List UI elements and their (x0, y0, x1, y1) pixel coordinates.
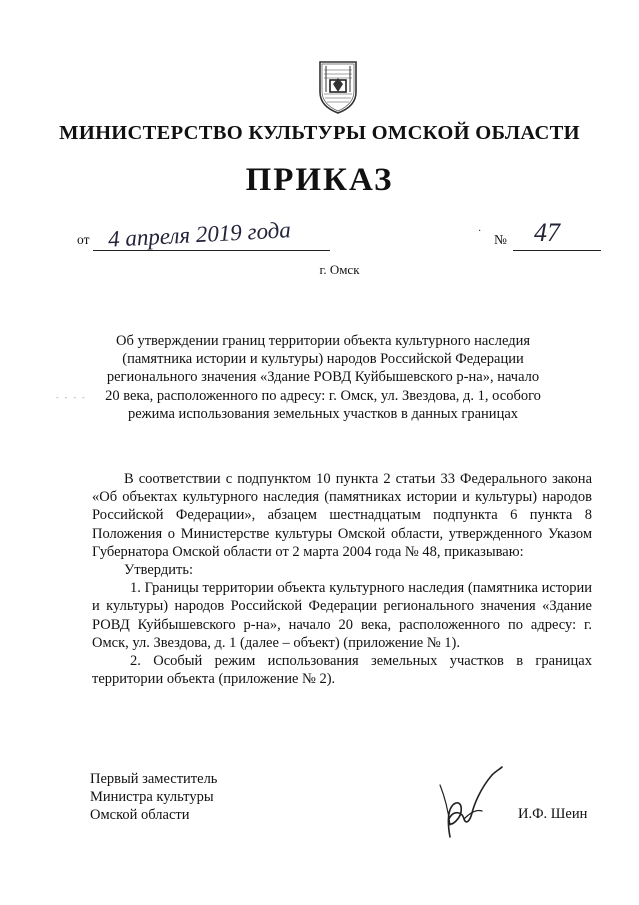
handwritten-date: 4 апреля 2019 года (107, 217, 292, 252)
body-approve-line: Утвердить: (124, 562, 193, 579)
handwritten-signature (420, 765, 520, 840)
body-item-2: 2. Особый режим использования земельных участков в границах территории объекта (приложение № 2). (92, 653, 592, 688)
document-type-title: ПРИКАЗ (245, 162, 394, 198)
coat-of-arms-icon (316, 58, 360, 114)
order-body (92, 470, 592, 688)
date-from-label: от (77, 232, 90, 247)
order-subject: Об утверждении границ территории объекта культурного наследия (памятника истории и культуры) народов Российской Федерации регионального значения «Здание РОВД Куйбышевского р-на», начало 20 века, расположенного по адресу: г. Омск, ул. Звездова, д. 1, особого режима использования земельных участков в данных границах (105, 333, 541, 422)
signer-name: И.Ф. Шеин (518, 806, 588, 822)
margin-mark: - - - - (56, 393, 87, 402)
number-label: № (494, 232, 507, 247)
body-intro-paragraph: В соответствии с подпунктом 10 пункта 2 статьи 33 Федерального закона «Об объектах культурного наследия (памятниках истории и культуры) народов Российской Федерации», абзацем шестнадцатым подпункта 6 пункта 8 Положения о Министерстве культуры Омской области, утвержденного Указом Губернатора Омской области от 2 марта 2004 года № 48, приказываю: (92, 471, 592, 560)
city-label: г. Омск (319, 262, 360, 277)
signer-line-2: Министра культуры (90, 789, 214, 806)
number-underline (513, 250, 601, 251)
signer-line-1: Первый заместитель (90, 771, 218, 787)
handwritten-number: 47 (534, 218, 560, 247)
body-item-1: 1. Границы территории объекта культурного наследия (памятника истории и культуры) народов Российской Федерации регионального значения «Здание РОВД Куйбышевского р-на», начало 20 века, расположенного по адресу: г. Омск, ул. Звездова, д. 1 (далее – объект) (приложение № 1). (92, 580, 592, 651)
ministry-title: МИНИСТЕРСТВО КУЛЬТУРЫ ОМСКОЙ ОБЛАСТИ (59, 122, 580, 144)
signer-position (90, 770, 217, 825)
signer-line-3: Омской области (90, 807, 190, 824)
stray-mark: · (478, 226, 482, 237)
